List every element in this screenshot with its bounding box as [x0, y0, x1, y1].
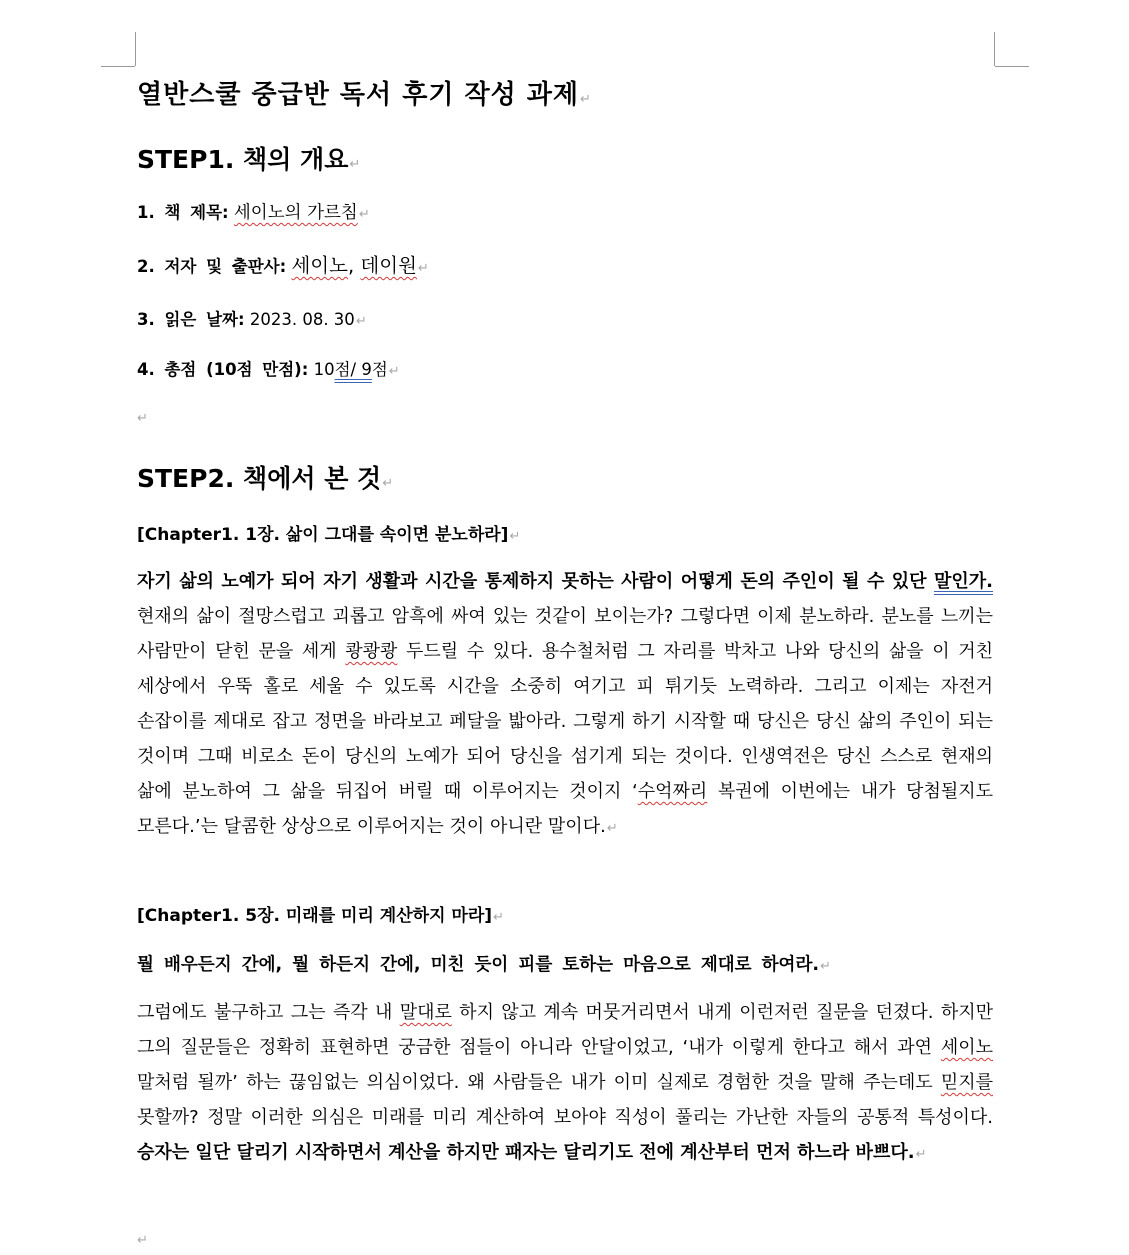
paragraph-mark: ↵ — [349, 157, 361, 172]
paragraph-mark: ↵ — [915, 1147, 927, 1162]
paragraph-mark: ↵ — [606, 821, 618, 836]
score-value-total: 10 — [313, 360, 335, 379]
spellcheck-word: 말대로 — [399, 1002, 452, 1023]
spellcheck-word: 쾅쾅쾅 — [345, 641, 398, 662]
paragraph-mark: ↵ — [355, 314, 367, 329]
step2-heading: STEP2. 책에서 본 것↵ — [137, 464, 394, 493]
chapter1-bold-lead-end: 말인가. — [933, 571, 993, 592]
publisher-value: 데이원 — [360, 254, 417, 277]
author-line — [137, 250, 993, 278]
crop-mark-top-right-horizontal — [995, 66, 1029, 67]
crop-mark-top-left-horizontal — [101, 66, 135, 67]
book-title-value: 세이노의 가르침 — [233, 203, 358, 223]
paragraph-mark: ↵ — [417, 261, 429, 276]
paragraph-mark: ↵ — [388, 364, 400, 379]
crop-mark-top-right-vertical — [994, 32, 995, 66]
read-date-value: 2023. 08. 30 — [249, 310, 355, 329]
book-title-label: 1. 책 제목: — [137, 203, 229, 222]
book-title-line — [137, 199, 993, 224]
score-value-unit: 점 — [371, 360, 388, 379]
paragraph-mark: ↵ — [137, 1233, 148, 1248]
score-value-given: 점/ 9 — [334, 360, 372, 379]
chapter1-body: 자기 삶의 노예가 되어 자기 생활과 시간을 통제하지 못하는 사람이 어떻게 돈의 주인이 될 수 있단 말인가. 현재의 삶이 절망스럽고 괴롭고 암흑에 싸여 있는 것같이 보이는가? 그렇다면 이제 분노하라. 분노를 느끼는 사람만이 닫힌 문을 세게 쾅쾅쾅 두드릴 수 있다. 용수철처럼 그 자리를 박차고 나와 당신의 삶을 이 거친 세상에서 우뚝 홀로 세울 수 있도록 시간을 소중히 여기고 피 튀기듯 노력하라. 그리고 이제는 자전거 손잡이를 제대로 잡고 정면을 바라보고 페달을 밟아라. 그렇게 하기 시작할 때 당신은 당신 삶의 주인이 되는 것이며 그때 비로소 돈이 당신의 노예가 되어 당신을 섬기게 되는 것이다. 인생역전은 당신 스스로 현재의 삶에 분노하여 그 삶을 뒤집어 버릴 때 이루어지는 것이지 ‘수억짜리 복권에 이번에는 내가 당첨될지도 모른다.’는 달콤한 상상으로 이루어지는 것이 아니란 말이다.↵ — [137, 571, 993, 837]
chapter2-quote: 뭘 배우든지 간에, 뭘 하든지 간에, 미친 듯이 피를 토하는 마음으로 제대로 하여라.↵ — [137, 955, 831, 975]
author-value: 세이노 — [291, 254, 348, 277]
spellcheck-word: 수억짜리 — [637, 781, 708, 802]
paragraph-mark: ↵ — [493, 910, 504, 925]
spellcheck-word: 세이노 — [940, 1037, 994, 1058]
paragraph-mark: ↵ — [820, 959, 831, 974]
paragraph-mark: ↵ — [382, 476, 394, 491]
read-date-label: 3. 읽은 날짜: — [137, 310, 245, 329]
paragraph-mark: ↵ — [358, 207, 370, 222]
author-label: 2. 저자 및 출판사: — [137, 257, 287, 276]
score-label: 4. 총점 (10점 만점): — [137, 360, 309, 379]
author-separator: , — [347, 254, 361, 277]
empty-paragraph — [137, 1229, 993, 1248]
chapter2-bold-tail: 승자는 일단 달리기 시작하면서 계산을 하지만 패자는 달리기도 전에 계산부터 먼저 하느라 바쁘다. — [137, 1142, 915, 1163]
empty-paragraph — [137, 407, 993, 426]
paragraph-mark: ↵ — [509, 529, 521, 544]
read-date-line — [137, 306, 993, 330]
spellcheck-word: 믿지를 — [940, 1072, 993, 1093]
chapter2-heading: [Chapter1. 5장. 미래를 미리 계산하지 마라]↵ — [137, 906, 504, 926]
paragraph-mark: ↵ — [580, 92, 592, 107]
crop-mark-top-left-vertical — [135, 32, 136, 66]
chapter1-bold-lead: 자기 삶의 노예가 되어 자기 생활과 시간을 통제하지 못하는 사람이 어떻게 돈의 주인이 될 수 있단 — [137, 571, 934, 592]
score-line — [137, 356, 993, 380]
chapter2-body: 그럼에도 불구하고 그는 즉각 내 말대로 하지 않고 계속 머뭇거리면서 내게 이런저런 질문을 던졌다. 하지만 그의 질문들은 정확히 표현하면 궁금한 점들이 아니라 안달이었고, ‘내가 이렇게 한다고 해서 과연 세이노 말처럼 될까’ 하는 끊임없는 의심이었다. 왜 사람들은 내가 이미 실제로 경험한 것을 말해 주는데도 믿지를 못할까? 정말 이러한 의심은 미래를 미리 계산하여 보아야 직성이 풀리는 가난한 자들의 공통적 특성이다. 승자는 일단 달리기 시작하면서 계산을 하지만 패자는 달리기도 전에 계산부터 먼저 하느라 바쁘다.↵ — [137, 1002, 994, 1163]
chapter1-heading: [Chapter1. 1장. 삶이 그대를 속이면 분노하라]↵ — [137, 525, 521, 545]
step1-heading: STEP1. 책의 개요↵ — [137, 145, 361, 174]
paragraph-mark: ↵ — [137, 411, 148, 426]
document-title: 열반스쿨 중급반 독서 후기 작성 과제↵ — [137, 80, 592, 110]
